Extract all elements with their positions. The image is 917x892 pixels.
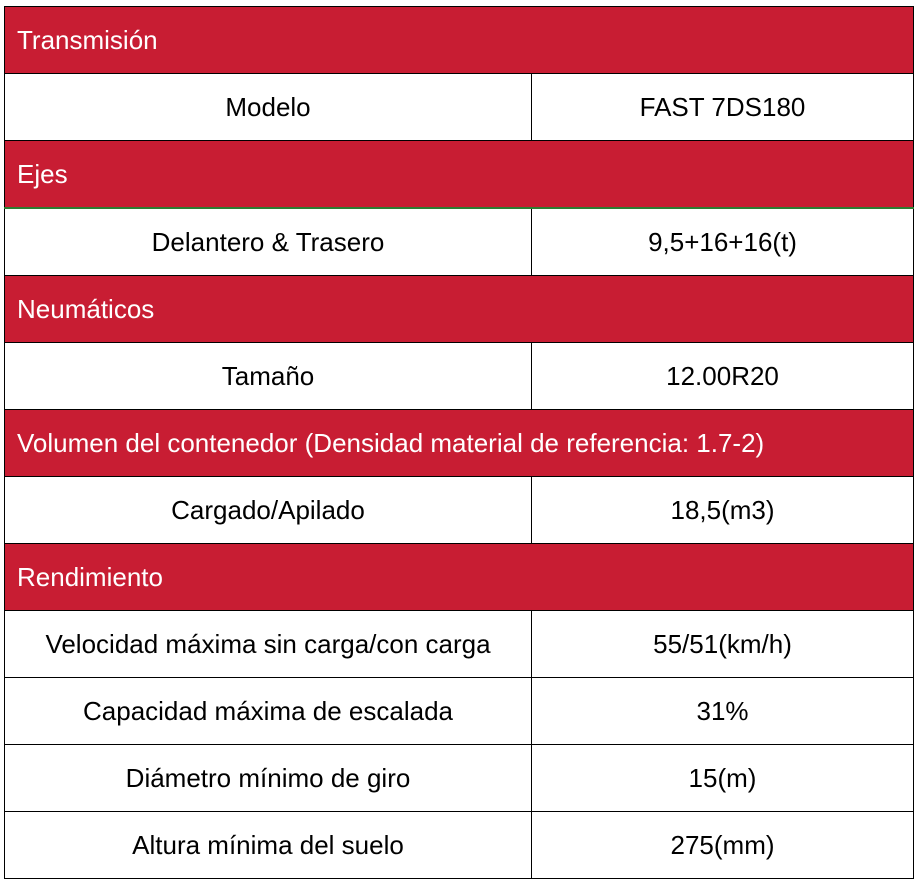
row-value: FAST 7DS180 xyxy=(532,74,914,141)
spec-table xyxy=(4,6,914,879)
table-row xyxy=(5,611,914,678)
row-value: 18,5(m3) xyxy=(532,477,914,544)
table-row xyxy=(5,477,914,544)
row-label: Delantero & Trasero xyxy=(5,208,532,276)
row-label: Diámetro mínimo de giro xyxy=(5,745,532,812)
table-row xyxy=(5,208,914,276)
row-value: 55/51(km/h) xyxy=(532,611,914,678)
section-header-ejes xyxy=(5,141,914,209)
row-value: 12.00R20 xyxy=(532,343,914,410)
section-header-transmision xyxy=(5,7,914,74)
row-label: Capacidad máxima de escalada xyxy=(5,678,532,745)
row-label: Altura mínima del suelo xyxy=(5,812,532,879)
section-header-rendimiento xyxy=(5,544,914,611)
section-title: Rendimiento xyxy=(5,544,914,611)
row-value: 275(mm) xyxy=(532,812,914,879)
row-value: 31% xyxy=(532,678,914,745)
section-title: Transmisión xyxy=(5,7,914,74)
section-header-volumen xyxy=(5,410,914,477)
table-row xyxy=(5,74,914,141)
row-label: Cargado/Apilado xyxy=(5,477,532,544)
row-label: Velocidad máxima sin carga/con carga xyxy=(5,611,532,678)
row-label: Modelo xyxy=(5,74,532,141)
section-title: Volumen del contenedor (Densidad material de referencia: 1.7-2) xyxy=(5,410,914,477)
table-row xyxy=(5,343,914,410)
section-header-neumaticos xyxy=(5,276,914,343)
table-row xyxy=(5,812,914,879)
row-label: Tamaño xyxy=(5,343,532,410)
section-title: Ejes xyxy=(5,141,914,209)
row-value: 9,5+16+16(t) xyxy=(532,208,914,276)
table-row xyxy=(5,745,914,812)
section-title: Neumáticos xyxy=(5,276,914,343)
row-value: 15(m) xyxy=(532,745,914,812)
table-row xyxy=(5,678,914,745)
